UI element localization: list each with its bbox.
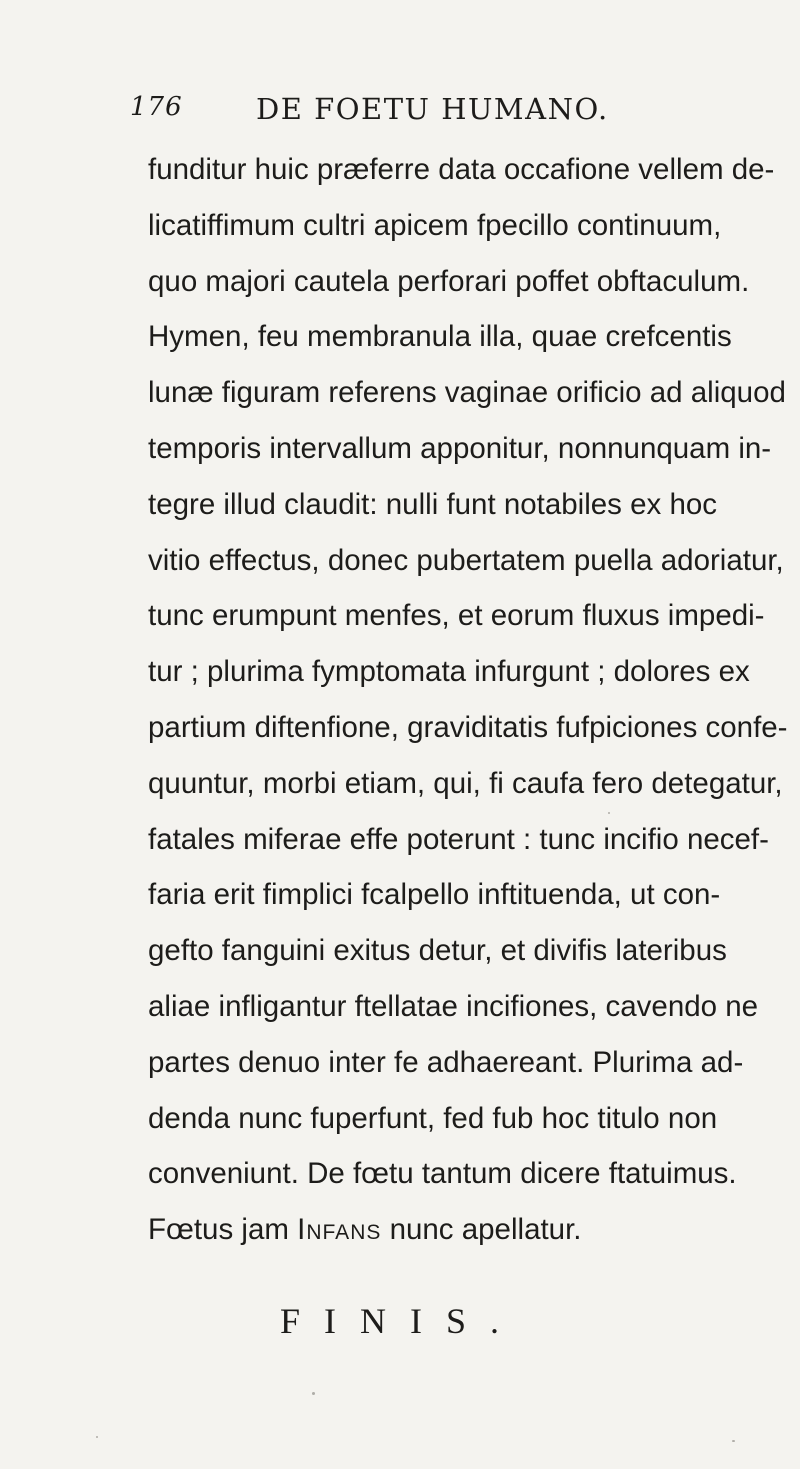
finis-colophon: FINIS. (280, 1301, 524, 1341)
text-line: lunæ figuram referens vaginae orificio ad aliquod (148, 376, 786, 410)
text-line: quo majori cautela perforari poffet obftaculum. (148, 264, 750, 298)
text-line: quuntur, morbi etiam, qui, fi caufa fero detegatur, (148, 766, 783, 800)
last-line-start: Fœtus jam (148, 1213, 298, 1247)
last-line-end: nunc apellatur. (381, 1213, 582, 1247)
text-line: funditur huic præferre data occafione vellem de- (148, 153, 775, 186)
page-number: 176 (130, 92, 183, 122)
text-line: Hymen, feu membranula illa, quae crefcentis (148, 320, 732, 354)
text-line: vitio effectus, donec pubertatem puella adoriatur, (148, 543, 784, 577)
paper-speck (312, 1392, 315, 1395)
text-line: partium diftenfione, graviditatis fufpiciones confe- (148, 710, 788, 744)
text-line: temporis intervallum apponitur, nonnunquam in- (148, 431, 772, 465)
running-title: DE FOETU HUMANO. (256, 92, 609, 126)
text-line: faria erit fimplici fcalpello inftituenda, ut con- (148, 878, 721, 912)
text-line: gefto fanguini exitus detur, et divifis lateribus (148, 934, 727, 968)
infans-smallcaps: Infans (297, 1213, 382, 1247)
text-line: licatiffimum cultri apicem fpecillo continuum, (148, 208, 722, 242)
body-text (148, 142, 788, 1258)
paper-speck (608, 812, 610, 814)
text-line: tur ; plurima fymptomata infurgunt ; dolores ex (148, 655, 750, 689)
text-line: denda nunc fuperfunt, fed fub hoc titulo non (148, 1101, 718, 1135)
text-line: tegre illud claudit: nulli funt notabiles ex hoc (148, 487, 718, 521)
text-line: conveniunt. De fœtu tantum dicere ftatuimus. (148, 1157, 737, 1191)
text-line: partes denuo inter fe adhaereant. Plurima ad- (148, 1045, 744, 1079)
page-header (130, 92, 650, 132)
paper-speck (96, 1436, 98, 1438)
text-line: fatales miferae effe poterunt : tunc incifio necef- (148, 822, 769, 856)
paper-speck (732, 1440, 735, 1442)
text-line-last (148, 1202, 668, 1258)
text-line: tunc erumpunt menfes, et eorum fluxus impedi- (148, 599, 765, 633)
text-line: aliae infligantur ftellatae incifiones, cavendo ne (148, 989, 759, 1023)
